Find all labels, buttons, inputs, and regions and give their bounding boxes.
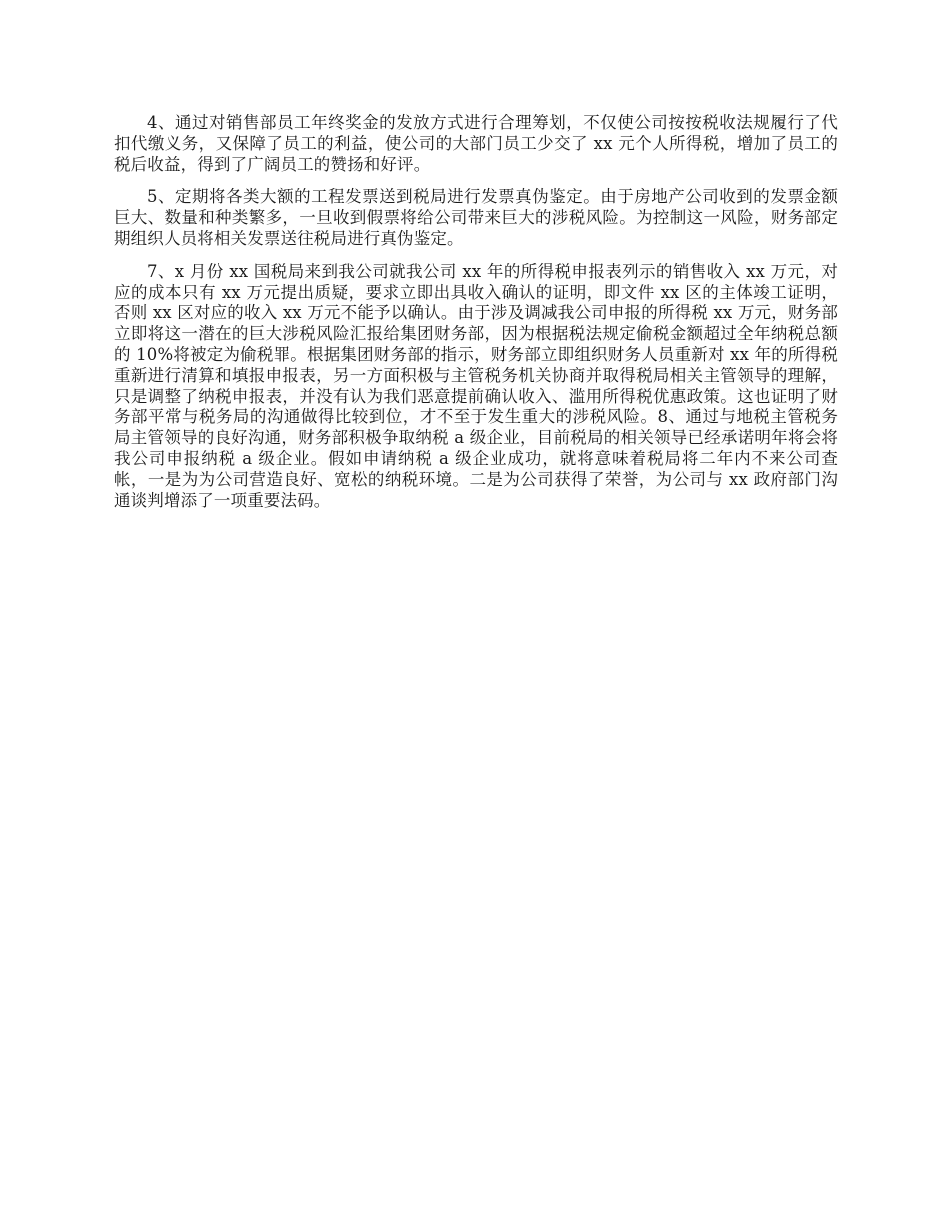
paragraph-item-7: 7、x 月份 xx 国税局来到我公司就我公司 xx 年的所得税申报表列示的销售收入 xx 万元，对应的成本只有 xx 万元提出质疑，要求立即出具收入确认的证明，即文件 xx 区的主体竣工证明，否则 xx 区对应的收入 xx 万元不能予以确认。由于涉及调减我公司申报的所得税 xx 万元，财务部立即将这一潜在的巨大涉税风险汇报给集团财务部，因为根据税法规定偷税金额超过全年纳税总额的 10%将被定为偷税罪。根据集团财务部的指示，财务部立即组织财务人员重新对 xx 年的所得税重新进行清算和填报申报表，另一方面积极与主管税务机关协商并取得税局相关主管领导的理解，只是调整了纳税申报表，并没有认为我们恶意提前确认收入、滥用所得税优惠政策。这也证明了财务部平常与税务局的沟通做得比较到位，才不至于发生重大的涉税风险。8、通过与地税主管税务局主管领导的良好沟通，财务部积极争取纳税 a 级企业，目前税局的相关领导已经承诺明年将会将我公司申报纳税 a 级企业。假如申请纳税 a 级企业成功，就将意味着税局将二年内不来公司查帐，一是为为公司营造良好、宽松的纳税环境。二是为公司获得了荣誉，为公司与 xx 政府部门沟通谈判增添了一项重要法码。 (114, 261, 838, 510)
paragraph-item-5: 5、定期将各类大额的工程发票送到税局进行发票真伪鉴定。由于房地产公司收到的发票金额巨大、数量和种类繁多，一旦收到假票将给公司带来巨大的涉税风险。为控制这一风险，财务部定期组织人员将相关发票送往税局进行真伪鉴定。 (114, 187, 838, 248)
paragraph-item-4: 4、通过对销售部员工年终奖金的发放方式进行合理筹划，不仅使公司按按税收法规履行了代扣代缴义务，又保障了员工的利益，使公司的大部门员工少交了 xx 元个人所得税，增加了员工的税后收益，得到了广阔员工的赞扬和好评。 (114, 113, 838, 174)
document-body (114, 113, 838, 523)
